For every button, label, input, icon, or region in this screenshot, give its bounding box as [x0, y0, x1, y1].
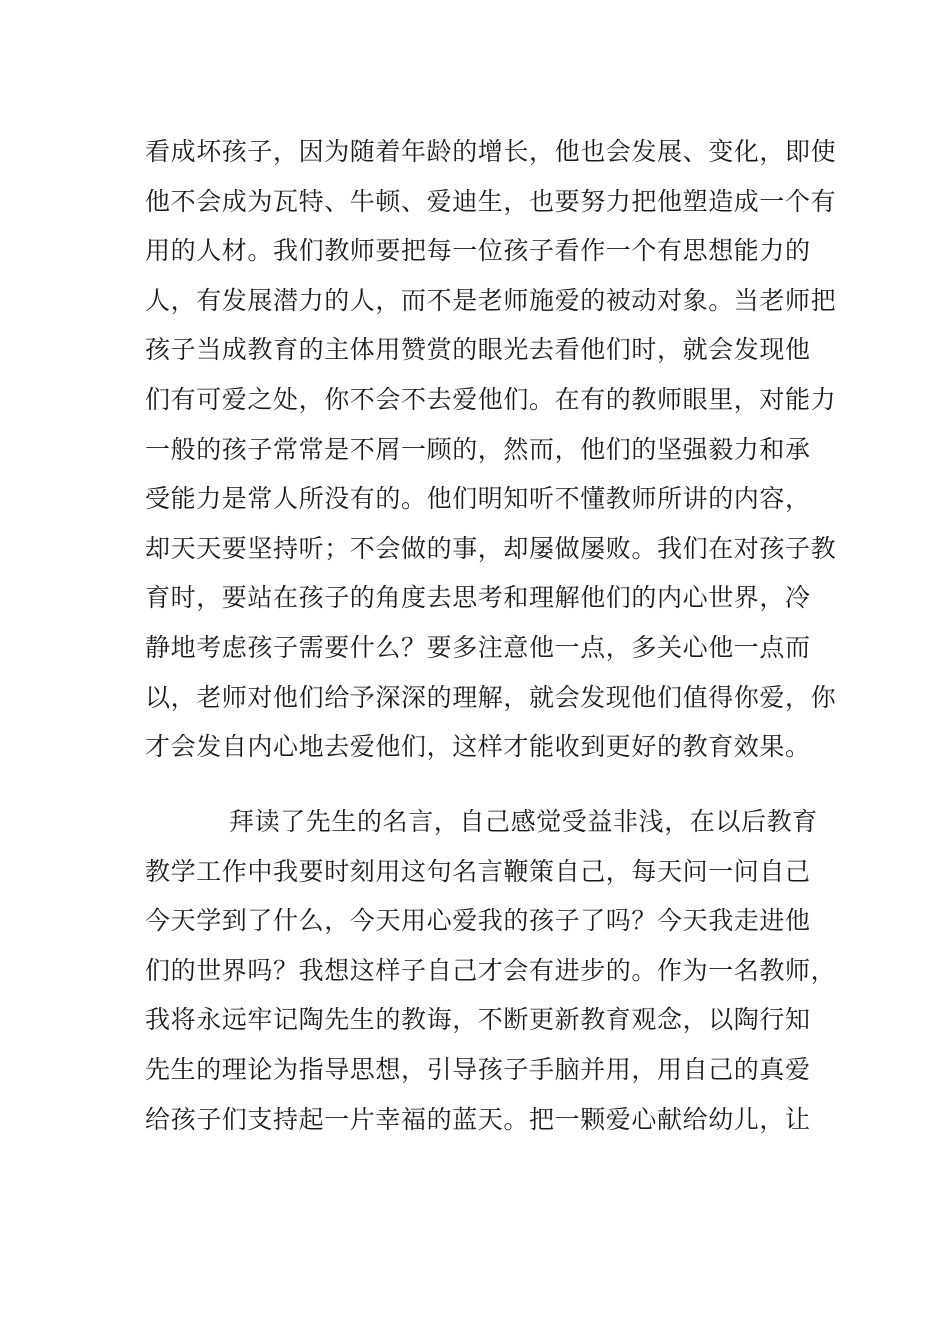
paragraph-line: 先生的理论为指导思想，引导孩子手脑并用，用自己的真爱	[145, 1054, 811, 1084]
paragraph-line: 一般的孩子常常是不屑一顾的，然而，他们的坚强毅力和承	[145, 434, 811, 464]
paragraph-line: 今天学到了什么，今天用心爱我的孩子了吗？今天我走进他	[145, 906, 811, 936]
paragraph-line: 看成坏孩子，因为随着年龄的增长，他也会发展、变化，即使	[145, 137, 837, 166]
paragraph-line: 用的人材。我们教师要把每一位孩子看作一个有思想能力的	[145, 236, 811, 266]
paragraph-line: 育时，要站在孩子的角度去思考和理解他们的内心世界，冷	[145, 583, 811, 613]
paragraph-2	[145, 797, 837, 1144]
paragraph-line: 们有可爱之处，你不会不去爱他们。在有的教师眼里，对能力	[145, 384, 837, 414]
paragraph-line: 们的世界吗？我想这样子自己才会有进步的。作为一名教师，	[145, 955, 837, 985]
paragraph-line: 教学工作中我要时刻用这句名言鞭策自己，每天问一问自己	[145, 856, 811, 886]
paragraph-line: 他不会成为瓦特、牛顿、爱迪生，也要努力把他塑造成一个有	[145, 186, 837, 216]
paragraph-line: 受能力是常人所没有的。他们明知听不懂教师所讲的内容，	[145, 484, 811, 514]
paragraph-line: 静地考虑孩子需要什么？要多注意他一点，多关心他一点而	[145, 632, 811, 662]
paragraph-line: 以，老师对他们给予深深的理解，就会发现他们值得你爱，你	[145, 682, 837, 712]
paragraph-line: 人，有发展潜力的人，而不是老师施爱的被动对象。当老师把	[145, 285, 837, 315]
paragraph-line: 才会发自内心地去爱他们，这样才能收到更好的教育效果。	[145, 732, 811, 762]
paragraph-line: 孩子当成教育的主体用赞赏的眼光去看他们时，就会发现他	[145, 335, 811, 365]
paragraph-line: 拜读了先生的名言，自己感觉受益非浅，在以后教育	[229, 807, 818, 836]
paragraph-line: 我将永远牢记陶先生的教诲，不断更新教育观念，以陶行知	[145, 1005, 811, 1035]
paragraph-1	[145, 127, 837, 772]
paragraph-line: 给孩子们支持起一片幸福的蓝天。把一颗爱心献给幼儿，让	[145, 1104, 811, 1134]
paragraph-line: 却天天要坚持听；不会做的事，却屡做屡败。我们在对孩子教	[145, 533, 837, 563]
